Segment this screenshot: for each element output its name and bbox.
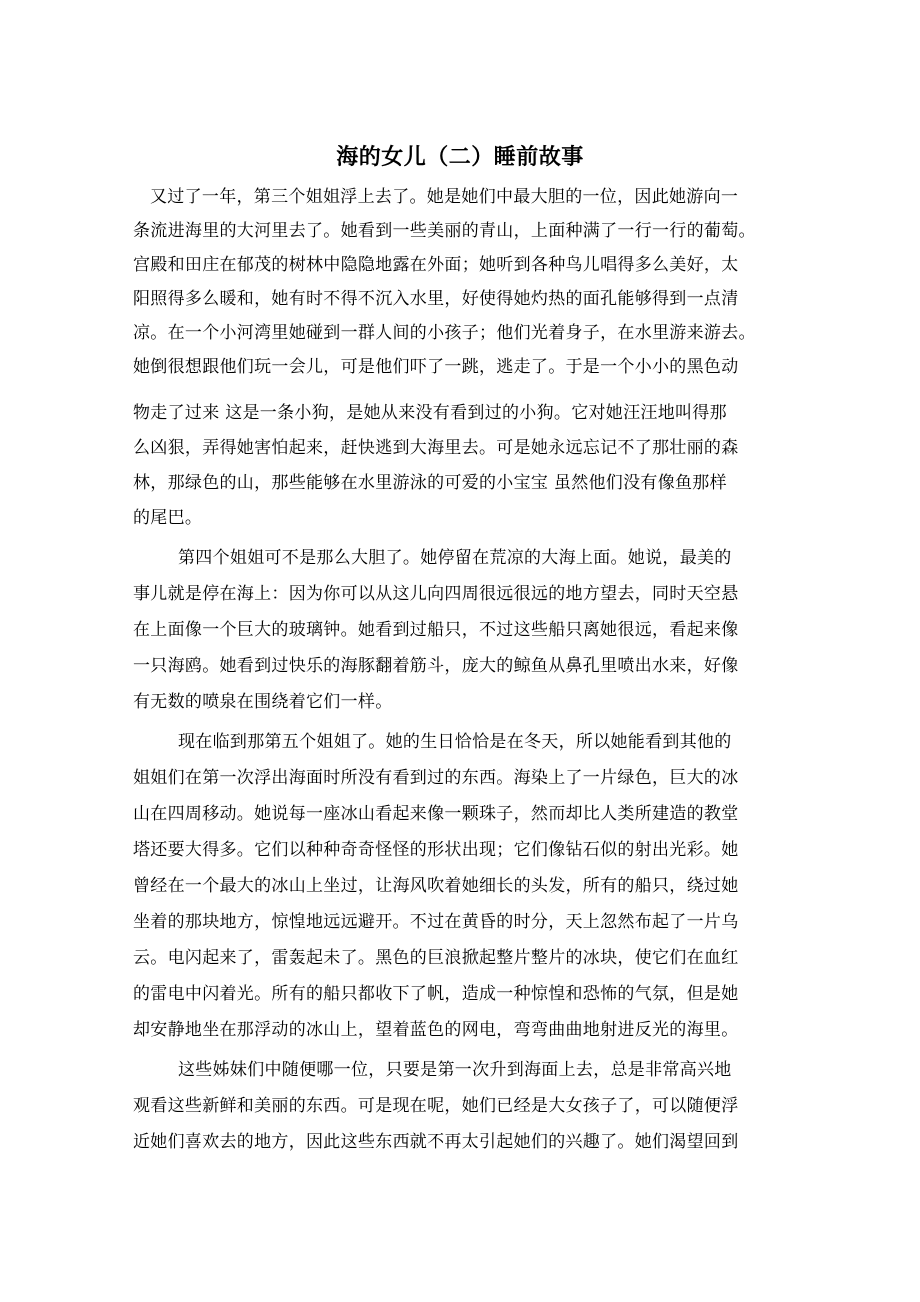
text-line: 林，那绿色的山，那些能够在水里游泳的可爱的小宝宝 虽然他们没有像鱼那样 xyxy=(133,473,727,493)
text-line: 一只海鸥。她看到过快乐的海豚翻着筋斗，庞大的鲸鱼从鼻孔里喷出水来，好像 xyxy=(133,656,739,676)
text-line: 塔还要大得多。它们以种种奇奇怪怪的形状出现；它们像钻石似的射出光彩。她 xyxy=(133,840,739,860)
text-line: 在上面像一个巨大的玻璃钟。她看到过船只，不过这些船只离她很远，看起来像 xyxy=(133,620,739,640)
text-line: 现在临到那第五个姐姐了。她的生日恰恰是在冬天，所以她能看到其他的 xyxy=(178,732,732,752)
text-line: 山在四周移动。她说每一座冰山看起来像一颗珠子，然而却比人类所建造的教堂 xyxy=(133,804,739,824)
text-line: 有无数的喷泉在围绕着它们一样。 xyxy=(133,692,393,712)
text-line: 么凶狠，弄得她害怕起来，赶快逃到大海里去。可是她永远忘记不了那壮丽的森 xyxy=(133,438,739,458)
text-line: 条流进海里的大河里去了。她看到一些美丽的青山，上面种满了一行一行的葡萄。 xyxy=(133,221,756,241)
text-line: 近她们喜欢去的地方，因此这些东西就不再太引起她们的兴趣了。她们渴望回到 xyxy=(133,1132,739,1152)
text-line: 她倒很想跟他们玩一会儿，可是他们吓了一跳，逃走了。于是一个小小的黑色动 xyxy=(133,357,739,377)
text-line: 云。电闪起来了，雷轰起未了。黑色的巨浪掀起整片整片的冰块，使它们在血红 xyxy=(133,948,739,968)
text-line: 这些姊妹们中随便哪一位，只要是第一次升到海面上去，总是非常高兴地 xyxy=(178,1060,732,1080)
text-line: 的尾巴。 xyxy=(133,508,203,528)
text-line: 姐姐们在第一次浮出海面时所没有看到过的东西。海染上了一片绿色，巨大的冰 xyxy=(133,768,739,788)
text-line: 又过了一年，第三个姐姐浮上去了。她是她们中最大胆的一位，因此她游向一 xyxy=(150,187,739,207)
text-line: 却安静地坐在那浮动的冰山上，望着蓝色的网电，弯弯曲曲地射进反光的海里。 xyxy=(133,1020,739,1040)
text-line: 观看这些新鲜和美丽的东西。可是现在呢，她们已经是大女孩子了，可以随便浮 xyxy=(133,1096,739,1116)
text-line: 事儿就是停在海上：因为你可以从这儿向四周很远很远的地方望去，同时天空悬 xyxy=(133,584,739,604)
text-line: 宫殿和田庄在郁茂的树林中隐隐地露在外面；她听到各种鸟儿唱得多么美好，太 xyxy=(133,255,739,275)
text-line: 物走了过来 这是一条小狗，是她从来没有看到过的小狗。它对她汪汪地叫得那 xyxy=(133,403,727,423)
text-line: 凉。在一个小河湾里她碰到一群人间的小孩子；他们光着身子，在水里游来游去。 xyxy=(133,323,756,343)
text-line: 坐着的那块地方，惊惶地远远避开。不过在黄昏的时分，天上忽然布起了一片乌 xyxy=(133,912,739,932)
text-line: 的雷电中闪着光。所有的船只都收下了帆，造成一种惊惶和恐怖的气氛，但是她 xyxy=(133,984,739,1004)
text-line: 阳照得多么暖和，她有时不得不沉入水里，好使得她灼热的面孔能够得到一点清 xyxy=(133,289,739,309)
text-line: 曾经在一个最大的冰山上坐过，让海风吹着她细长的头发，所有的船只，绕过她 xyxy=(133,876,739,896)
page-title: 海的女儿（二）睡前故事 xyxy=(336,144,584,170)
text-line: 第四个姐姐可不是那么大胆了。她停留在荒凉的大海上面。她说，最美的 xyxy=(178,548,732,568)
